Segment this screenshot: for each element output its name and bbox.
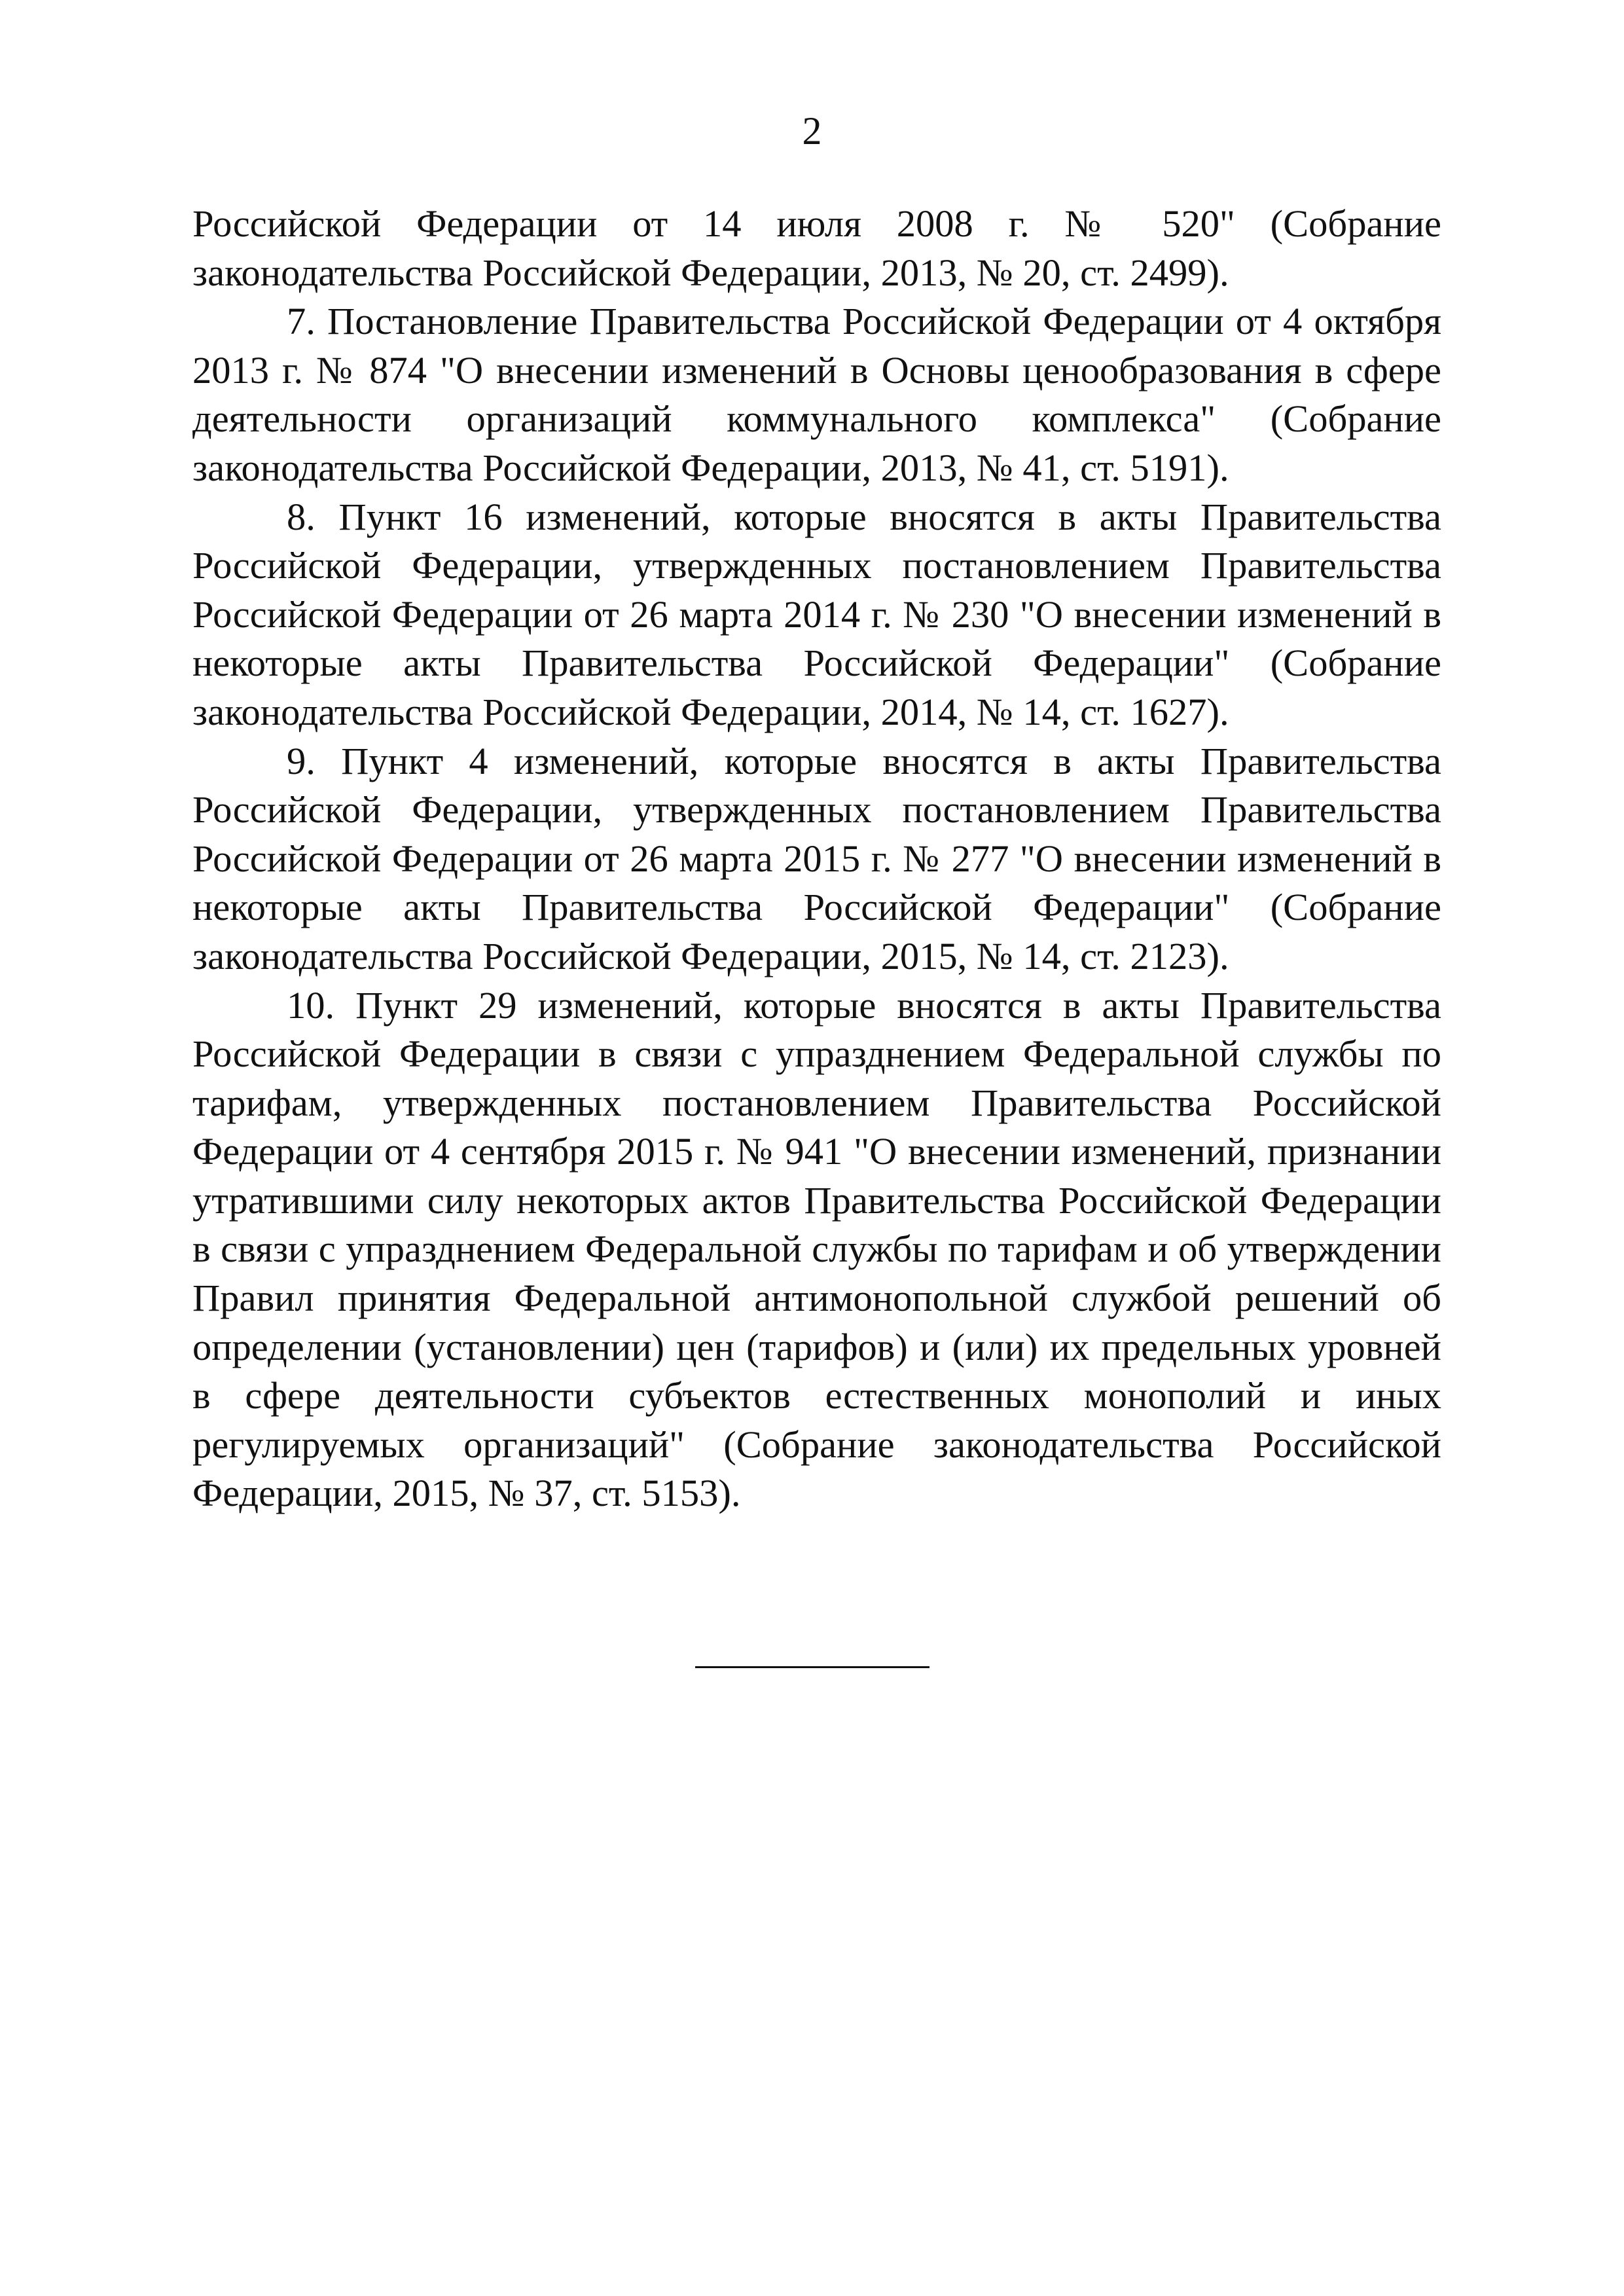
paragraph-continuation: Российской Федерации от 14 июля 2008 г. № 520" (Собрание законодательства Российской Федерации, 2013, № 20, ст. 2499). <box>192 202 1441 294</box>
page-number: 2 <box>802 109 822 153</box>
list-item-10: 10. Пункт 29 изменений, которые вносятся в акты Правительства Российской Федерации в связи с упразднением Федеральной службы по тарифам, утвержденных постановлением Правительства Российской Федерации от 4 сентября 2015 г. № 941 "О внесении изменений, признании утратившими силу некоторых актов Правительства Российской Федерации в связи с упразднением Федеральной службы по тарифам и об утверждении Правил принятия Федеральной антимонопольной службой решений об определении (установлении) цен (тарифов) и (или) их предельных уровней в сфере деятельности субъектов естественных монополий и иных регулируемых организаций" (Собрание законодательства Российской Федерации, 2015, № 37, ст. 5153). <box>192 983 1441 1515</box>
end-of-document-rule <box>695 1666 929 1668</box>
list-item-7: 7. Постановление Правительства Российской Федерации от 4 октября 2013 г. № 874 "О внесении изменений в Основы ценообразования в сфере деятельности организаций коммунального комплекса" (Собрание законодательства Российской Федерации, 2013, № 41, ст. 5191). <box>192 300 1441 489</box>
document-body <box>192 200 1441 1518</box>
list-item-9: 9. Пункт 4 изменений, которые вносятся в акты Правительства Российской Федерации, утвержденных постановлением Правительства Российской Федерации от 26 марта 2015 г. № 277 "О внесении изменений в некоторые акты Правительства Российской Федерации" (Собрание законодательства Российской Федерации, 2015, № 14, ст. 2123). <box>192 739 1441 977</box>
list-item-8: 8. Пункт 16 изменений, которые вносятся в акты Правительства Российской Федерации, утвержденных постановлением Правительства Российской Федерации от 26 марта 2014 г. № 230 "О внесении изменений в некоторые акты Правительства Российской Федерации" (Собрание законодательства Российской Федерации, 2014, № 14, ст. 1627). <box>192 495 1441 733</box>
